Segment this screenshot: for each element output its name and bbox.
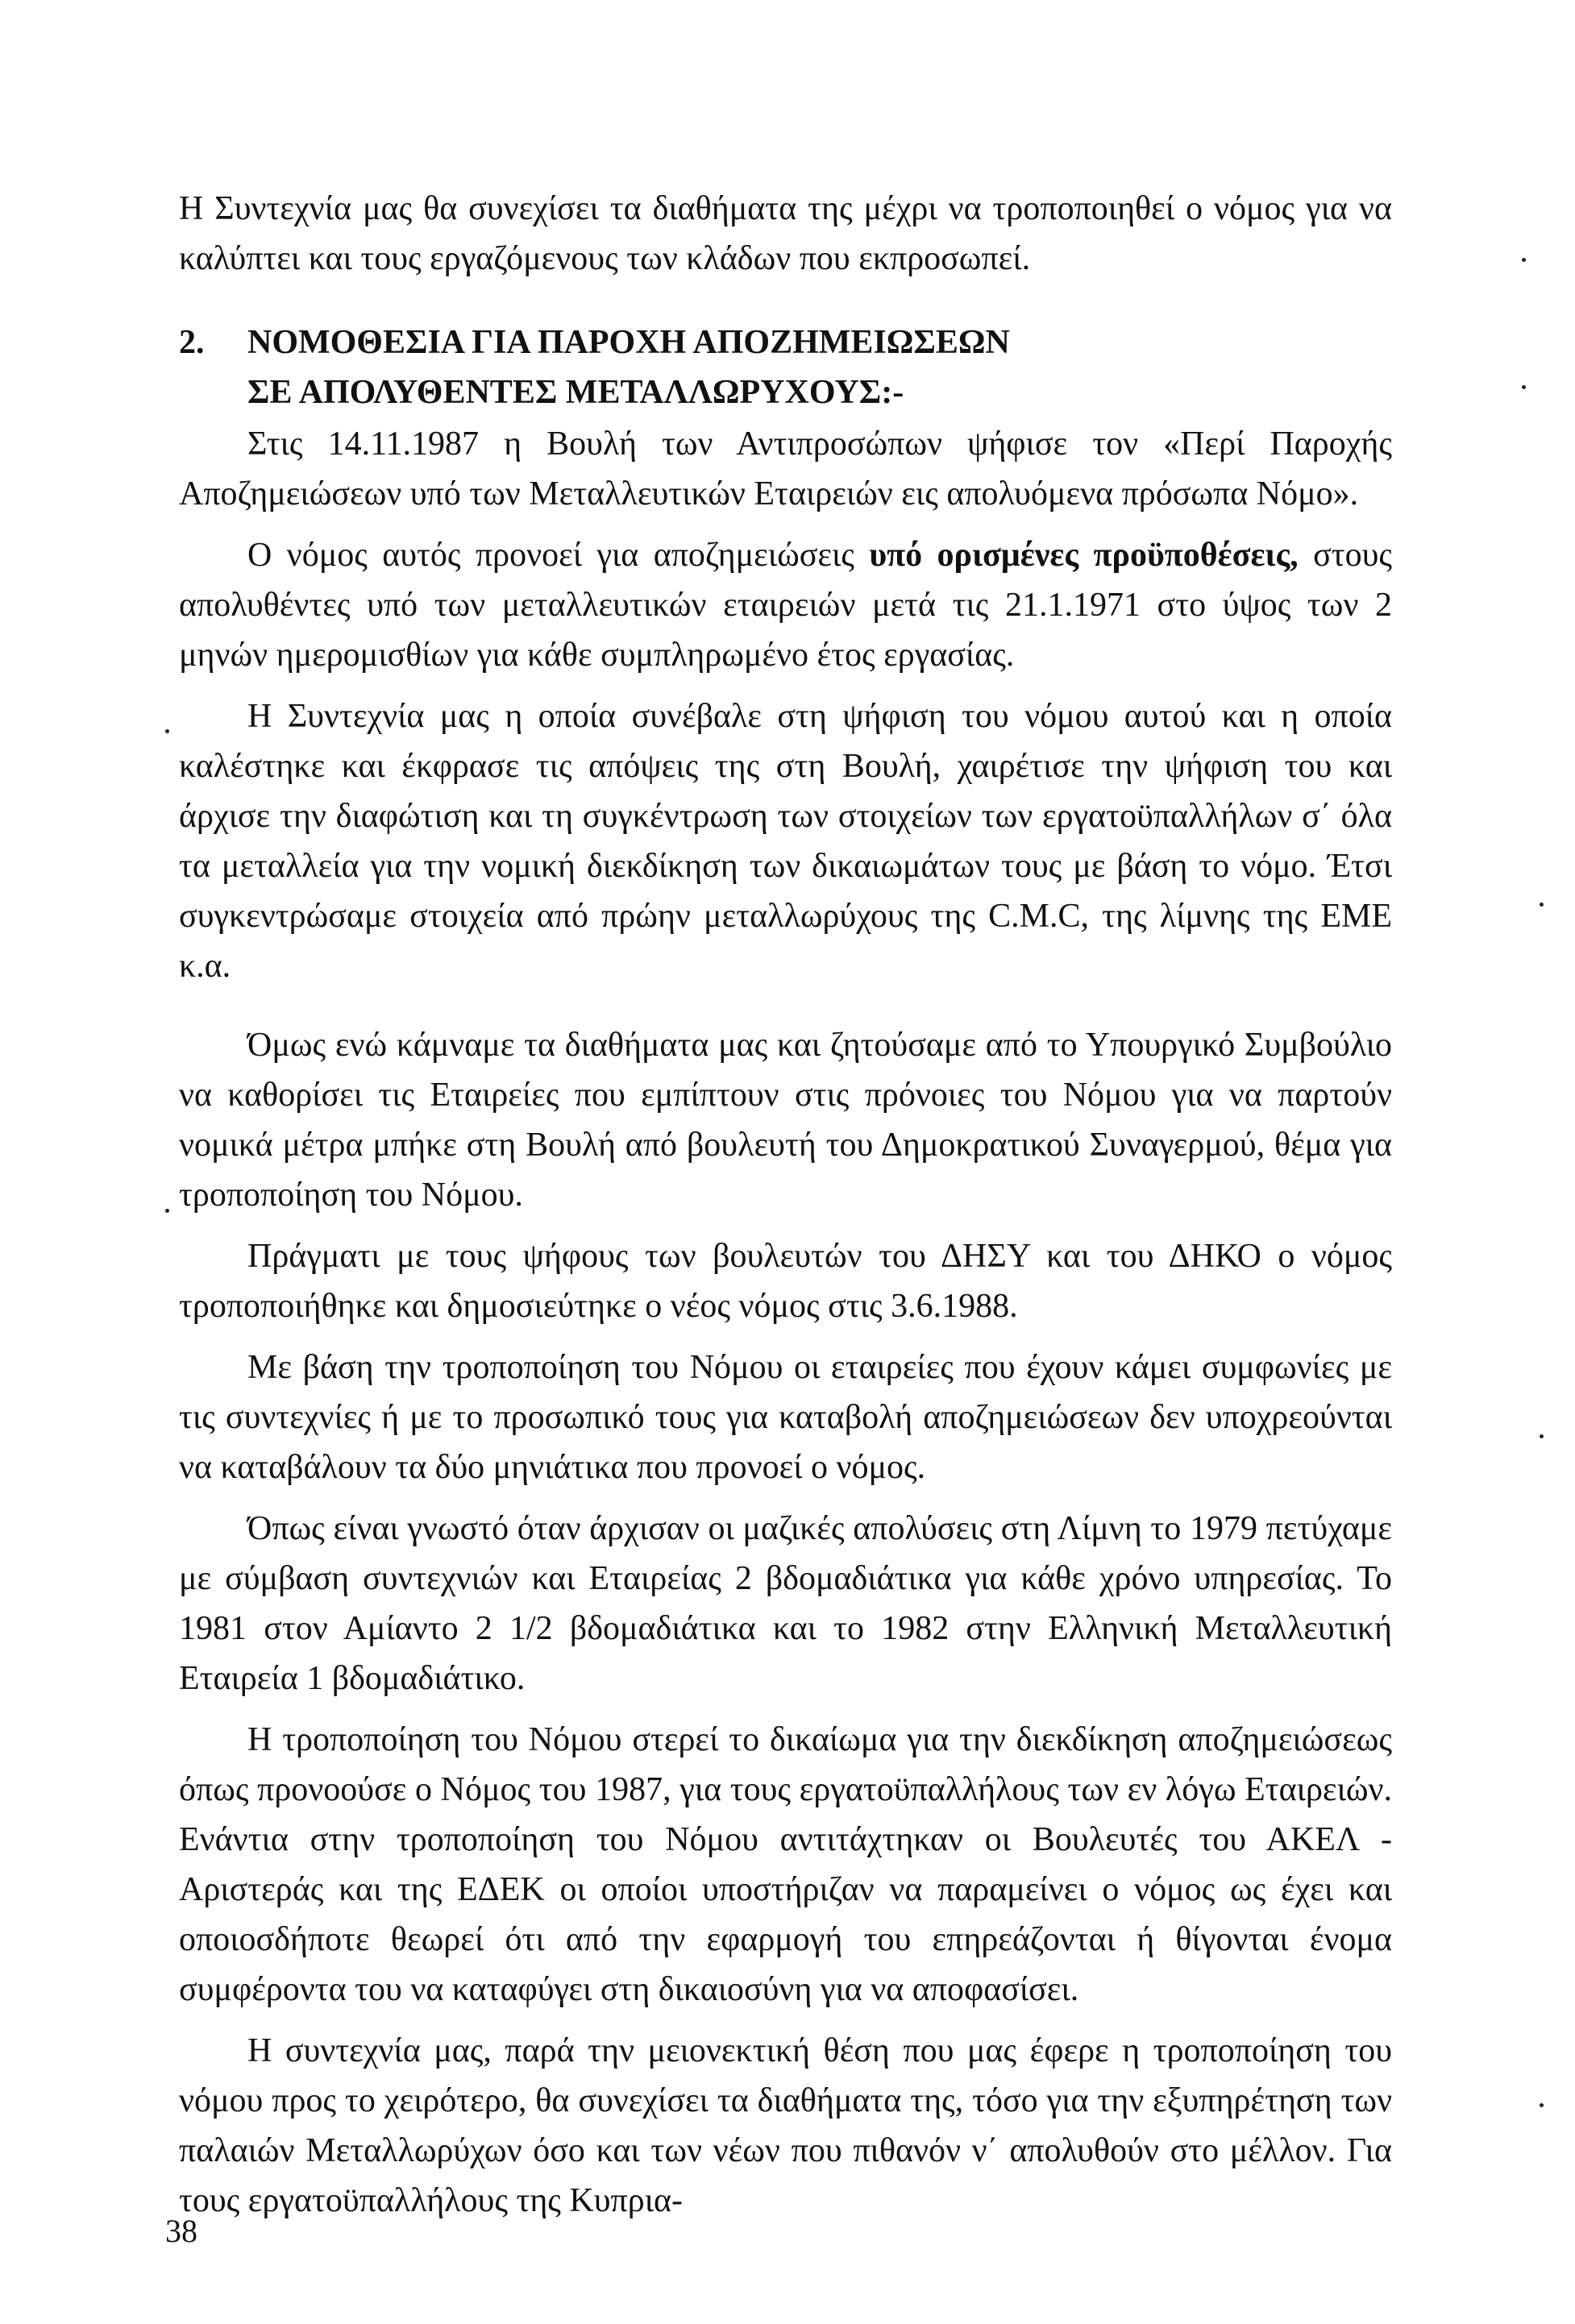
provisions-text-bold: υπό ορισμένες προϋποθέσεις, (869, 537, 1299, 574)
paragraph-amendment-vote: Πράγματι με τους ψήφους των βουλευτών του ΔΗΣΥ και του ΔΗΚΟ ο νόμος τροποποιήθηκε και δημοσιεύτηκε ο νέος νόμος στις 3.6.1988. (179, 1238, 1392, 1325)
heading-number: 2. (179, 324, 205, 361)
provisions-text-b: στους απολυθέντες υπό των μεταλλευτικών εταιρειών μετά τις 21.1.1971 στο ύψος των 2 μηνών ημερομισθίων για κάθε συμπληρωμένο έτος εργασίας. (179, 537, 1393, 674)
scan-speck (165, 1209, 169, 1213)
paragraph-text: Η Συντεχνία μας θα συνεχίσει τα διαθήματα της μέχρι να τροποποιηθεί ο νόμος για να καλύπτει και τους εργαζόμενους των κλάδων που εκπροσωπεί. (179, 190, 1392, 277)
heading-text-2: ΣΕ ΑΠΟΛΥΘΕΝΤΕΣ ΜΕΤΑΛΛΩΡΥΧΟΥΣ:- (247, 374, 904, 411)
scan-speck (1522, 385, 1526, 389)
paragraph-opposition: Η τροποποίηση του Νόμου στερεί το δικαίωμα για την διεκδίκηση αποζημειώσεως όπως προνοούσε ο Νόμος του 1987, για τους εργατοϋπαλλήλους των εν λόγω Εταιρειών. Ενάντια στην τροποποίηση του Νόμου αντιτάχτηκαν οι Βουλευτές του ΑΚΕΛ - Αριστεράς και της ΕΔΕΚ οι οποίοι υποστήριζαν να παραμείνει ο νόμος ως έχει και οποιοσδήποτε θεωρεί ότι από την εφαρμογή του επηρεάζονται ή θίγονται ένομα συμφέροντα του να καταφύγει στη δικαιοσύνη για να αποφασίσει. (179, 1721, 1392, 2008)
paragraph-union-role: Η Συντεχνία μας η οποία συνέβαλε στη ψήφιση του νόμου αυτού και η οποία καλέστηκε και έκφρασε τις απόψεις της στη Βουλή, χαιρέτισε την ψήφιση του και άρχισε την διαφώτιση και τη συγκέντρωση των στοιχείων των εργατοϋπαλλήλων σ΄ όλα τα μεταλλεία για την νομική διεκδίκηση των δικαιωμάτων τους με βάση το νόμο. Έτσι συγκεντρώσαμε στοιχεία από πρώην μεταλλωρύχους της C.M.C, της λίμνης της ΕΜΕ κ.α. (179, 698, 1392, 985)
page-number: 38 (165, 2213, 197, 2249)
paragraph-amendment-effect: Με βάση την τροποποίηση του Νόμου οι εταιρείες που έχουν κάμει συμφωνίες με τις συντεχνίες ή με το προσωπικό τους για καταβολή αποζημειώσεων δεν υποχρεούνται να καταβάλουν τα δύο μηνιάτικα που προνοεί ο νόμος. (179, 1349, 1392, 1486)
paragraph-intro (179, 184, 1392, 284)
paragraph-past-agreements: Όπως είναι γνωστό όταν άρχισαν οι μαζικές απολύσεις στη Λίμνη το 1979 πετύχαμε με σύμβαση συντεχνιών και Εταιρείας 2 βδομαδιάτικα για κάθε χρόνο υπηρεσίας. Το 1981 στον Αμίαντο 2 1/2 βδομαδιάτικα και το 1982 στην Ελληνική Μεταλλευτική Εταιρεία 1 βδομαδιάτικο. (179, 1510, 1392, 1697)
scan-speck (1540, 2103, 1544, 2107)
scan-speck (1522, 258, 1526, 262)
paragraph-law-provisions (179, 530, 1392, 680)
body-text (179, 419, 1392, 2226)
scan-speck (1540, 1434, 1544, 1438)
heading-line-1 (179, 317, 1392, 367)
scan-speck (1540, 903, 1544, 907)
provisions-text-a: Ο νόμος αυτός προνοεί για αποζημειώσεις (247, 537, 870, 574)
paragraph-union-continues: Η συντεχνία μας, παρά την μειονεκτική θέση που μας έφερε η τροποποίηση του νόμου προς το χειρότερο, θα συνεχίσει τα διαθήματα της, τόσο για την εξυπηρέτηση των παλαιών Μεταλλωρύχων όσο και των νέων που πιθανόν ν΄ απολυθούν στο μέλλον. Για τους εργατοϋπαλλήλους της Κυπρια- (179, 2032, 1392, 2219)
section-heading (179, 317, 1392, 417)
paragraph-amendment-proposal: Όμως ενώ κάμναμε τα διαθήματα μας και ζητούσαμε από το Υπουργικό Συμβούλιο να καθορίσει τις Εταιρείες που εμπίπτουν στις πρόνοιες του Νόμου για να παρτούν νομικά μέτρα μπήκε στη Βουλή από βουλευτή του Δημοκρατικού Συναγερμού, θέμα για τροποποίηση του Νόμου. (179, 1027, 1392, 1214)
scan-speck (165, 729, 169, 733)
paragraph-law-vote: Στις 14.11.1987 η Βουλή των Αντιπροσώπων ψήφισε τον «Περί Παροχής Αποζημειώσεων υπό των Μεταλλευτικών Εταιρειών εις απολυόμενα πρόσωπα Νόμο». (179, 425, 1392, 513)
heading-text-1: ΝΟΜΟΘΕΣΙΑ ΓΙΑ ΠΑΡΟΧΗ ΑΠΟΖΗΜΕΙΩΣΕΩΝ (247, 324, 1010, 361)
